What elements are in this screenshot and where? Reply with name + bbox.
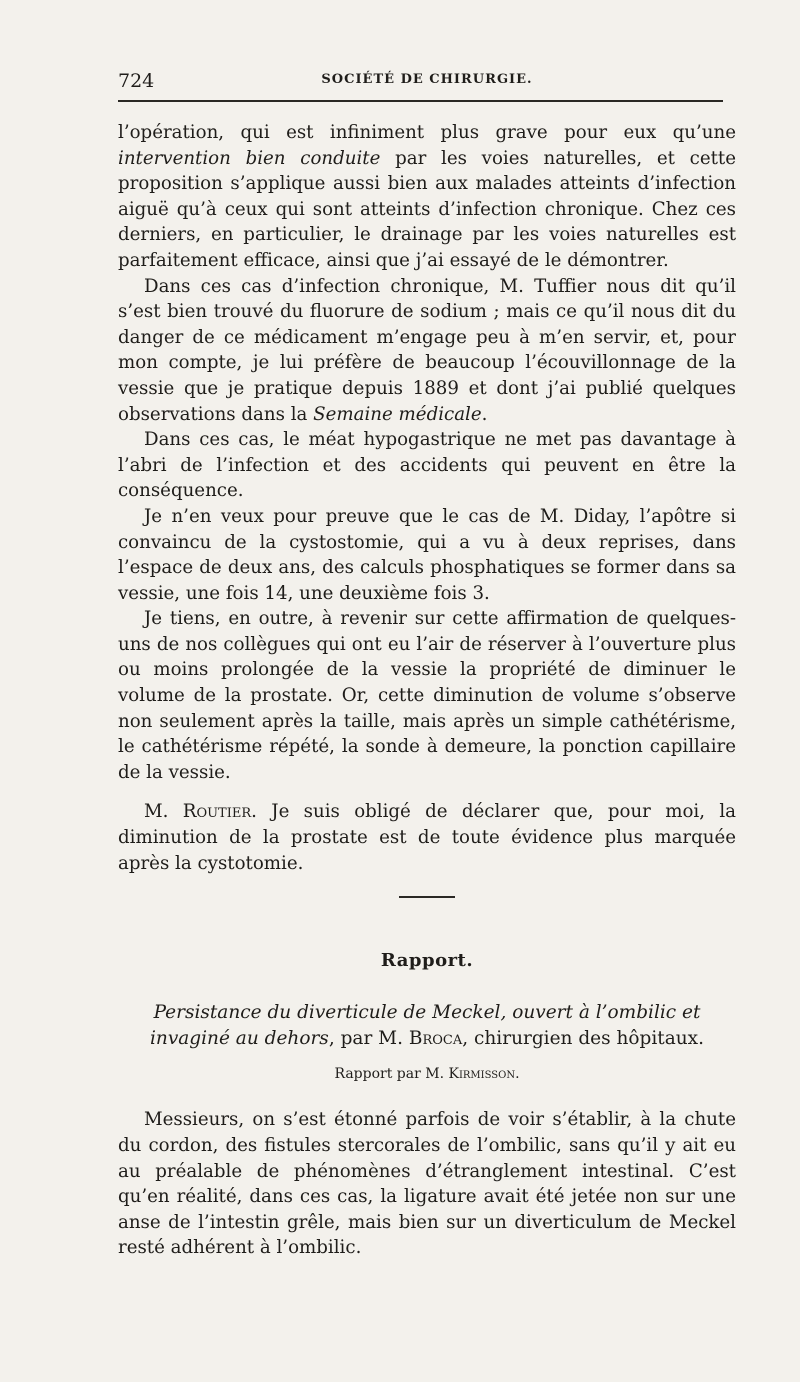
paragraph [118, 799, 736, 876]
text-run: . Je suis obligé de déclarer que, pour moi, la diminution de la prostate est de toute évidence plus marquée après la cystotomie. [118, 801, 736, 874]
text-run: . [481, 403, 488, 425]
rapporteur-suffix: . [515, 1065, 520, 1082]
text-run: Broca [408, 1027, 463, 1049]
text-run: l’opération, qui est infiniment plus grave pour eux qu’une [118, 122, 736, 143]
paragraph [118, 274, 736, 428]
rapporteur-name: Kirmisson [448, 1065, 516, 1082]
page [118, 70, 736, 1259]
page-body [118, 120, 736, 1261]
text-run: Dans ces cas, le méat hypogastrique ne met pas davantage à l’abri de l’infection et des accidents qui peuvent en être la conséquence. [118, 429, 736, 502]
text-run: Dans ces cas d’infection chronique, M. Tuffier nous dit qu’il s’est bien trouvé du fluorure de sodium ; mais ce qu’il nous dit du danger de ce médicament m’engage peu à m’en servir, et, pour mon compte, je lui préfère de beaucoup l’écouvillonnage de la vessie que je pratique depuis 1889 et dont j’ai publié quelques observations dans la [118, 275, 736, 425]
text-run: M. [144, 801, 183, 823]
text-run: Semaine médicale [313, 403, 482, 425]
report-title [118, 1000, 736, 1052]
rapporteur-line [118, 1062, 736, 1088]
text-run: Routier [182, 801, 252, 823]
paragraph [118, 504, 736, 606]
running-head: SOCIÉTÉ DE CHIRURGIE. [321, 72, 533, 87]
section-separator [399, 896, 455, 898]
paragraph [118, 606, 736, 785]
page-header [118, 70, 736, 96]
page-number: 724 [118, 70, 155, 92]
paragraph-list [118, 120, 736, 876]
rapporteur-prefix: Rapport par M. [334, 1065, 449, 1082]
text-run: , chirurgien des hôpitaux. [462, 1027, 704, 1049]
header-rule [118, 100, 723, 102]
text-run: , par M. [328, 1027, 409, 1049]
section-title: Rapport. [380, 950, 474, 972]
text-run: Je n’en veux pour preuve que le cas de M. Diday, l’apôtre si convaincu de la cystostomie, qui a vu à deux reprises, dans l’espace de deux ans, des calculs phosphatiques se former dans sa vessie, une fois 14, une deuxième fois 3. [118, 505, 736, 604]
text-run: Messieurs, on s’est étonné parfois de voir s’établir, à la chute du cordon, des fistules stercorales de l’ombilic, sans qu’il y ait eu au préalable de phénomènes d’étranglement intestinal. C’est qu’en réalité, dans ces cas, la ligature avait été jetée non sur une anse de l’intestin grêle, mais bien sur un diverticulum de Meckel resté adhérent à l’ombilic. [118, 1109, 736, 1259]
text-run: intervention bien conduite [118, 147, 381, 169]
text-run: Persistance du diverticule de Meckel, ouvert à l’ombilic et invaginé au dehors [149, 1001, 701, 1049]
final-paragraph [118, 1107, 736, 1261]
paragraph [118, 120, 736, 274]
text-run: Je tiens, en outre, à revenir sur cette affirmation de quelques-uns de nos collègues qui ont eu l’air de réserver à l’ouverture plus ou moins prolongée de la vessie la propriété de diminuer le volume de la prostate. Or, cette diminution de volume s’observe non seulement après la taille, mais après un simple cathétérisme, le cathétérisme répété, la sonde à demeure, la ponction capillaire de la vessie. [118, 608, 736, 783]
paragraph [118, 427, 736, 504]
text-run: par les voies naturelles, et cette proposition s’applique aussi bien aux malades atteints d’infection aiguë qu’à ceux qui sont atteints d’infection chronique. Chez ces derniers, en particulier, le drainage par les voies naturelles est parfaitement efficace, ainsi que j’ai essayé de le démontrer. [118, 147, 736, 271]
